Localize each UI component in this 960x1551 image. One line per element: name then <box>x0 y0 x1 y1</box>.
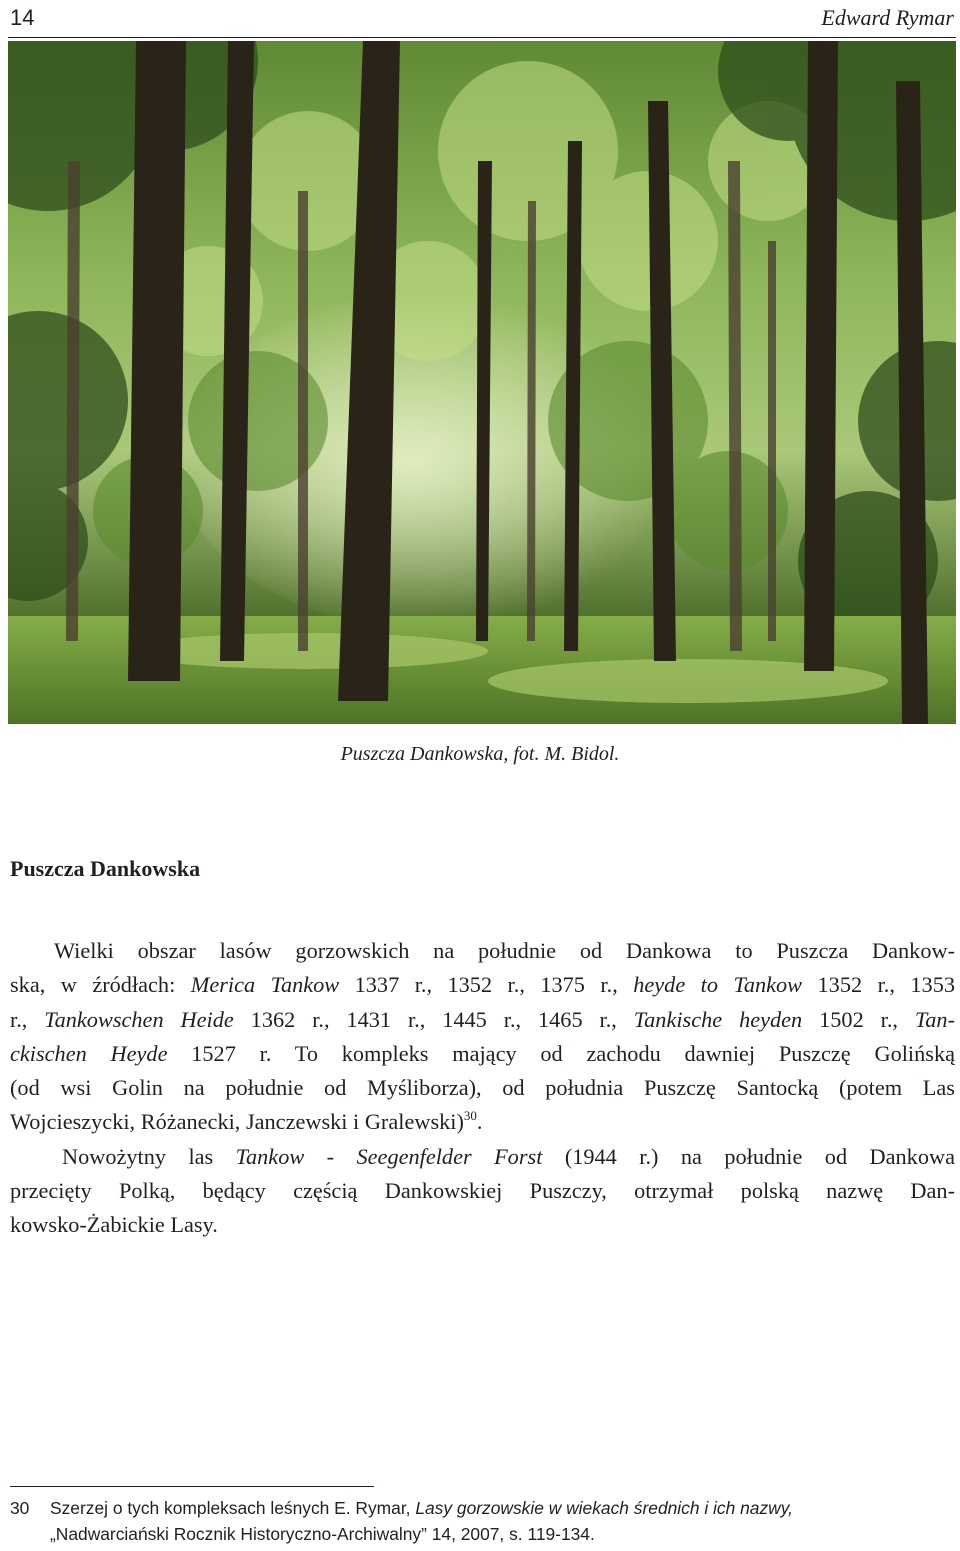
footnote-line-2: „Nadwarciański Rocznik Historyczno-Archiwalny” 14, 2007, s. 119-134. <box>50 1524 595 1544</box>
paragraph-1-line-4: ckischen Heyde 1527 r. To kompleks mający od zachodu dawniej Puszczę Golińską <box>10 1040 955 1066</box>
paragraph-1-line-5: (od wsi Golin na południe od Myśliborza), od południa Puszczę Santocką (potem Las <box>10 1075 955 1101</box>
footnote-marker: 30 <box>463 1108 477 1124</box>
paragraph-1-line-1: Wielki obszar lasów gorzowskich na południe od Dankowa to Puszcza Dankow- <box>54 938 955 963</box>
forest-photo <box>8 41 956 724</box>
paragraph-2-line-2: przecięty Polką, będący częścią Dankowskiej Puszczy, otrzymał polską nazwę Dan- <box>10 1178 955 1204</box>
header-rule <box>8 37 956 38</box>
paragraph-1-line-6: Wojcieszycki, Różanecki, Janczewski i Gralewski)$^{30}$. <box>10 1108 483 1135</box>
footnote-rule <box>10 1486 374 1487</box>
paragraph-2-line-3: kowsko-Żabickie Lasy. <box>10 1212 218 1238</box>
footnote-number: 30 <box>10 1498 30 1518</box>
running-head-author: Edward Rymar <box>821 5 954 30</box>
page-number: 14 <box>10 5 35 30</box>
forest-photo-illustration <box>8 41 956 724</box>
paragraph-2-line-1: Nowożytny las Tankow - Seegenfelder Forst (1944 r.) na południe od Dankowa <box>62 1143 955 1169</box>
photo-caption: Puszcza Dankowska, fot. M. Bidol. <box>340 743 620 765</box>
paragraph-1-line-3: r., Tankowschen Heide 1362 r., 1431 r., 1445 r., 1465 r., Tankische heyden 1502 r., Tan- <box>10 1006 955 1032</box>
footnote <box>10 1495 955 1547</box>
footnote-line-1: 30 Szerzej o tych kompleksach leśnych E. Rymar, Lasy gorzowskie w wiekach średnich i ich nazwy, <box>10 1495 955 1521</box>
paragraph-1-line-2: ska, w źródłach: Merica Tankow 1337 r., 1352 r., 1375 r., heyde to Tankow 1352 r., 1353 <box>10 972 955 998</box>
section-heading: Puszcza Dankowska <box>10 856 201 881</box>
body-text <box>10 934 955 1243</box>
